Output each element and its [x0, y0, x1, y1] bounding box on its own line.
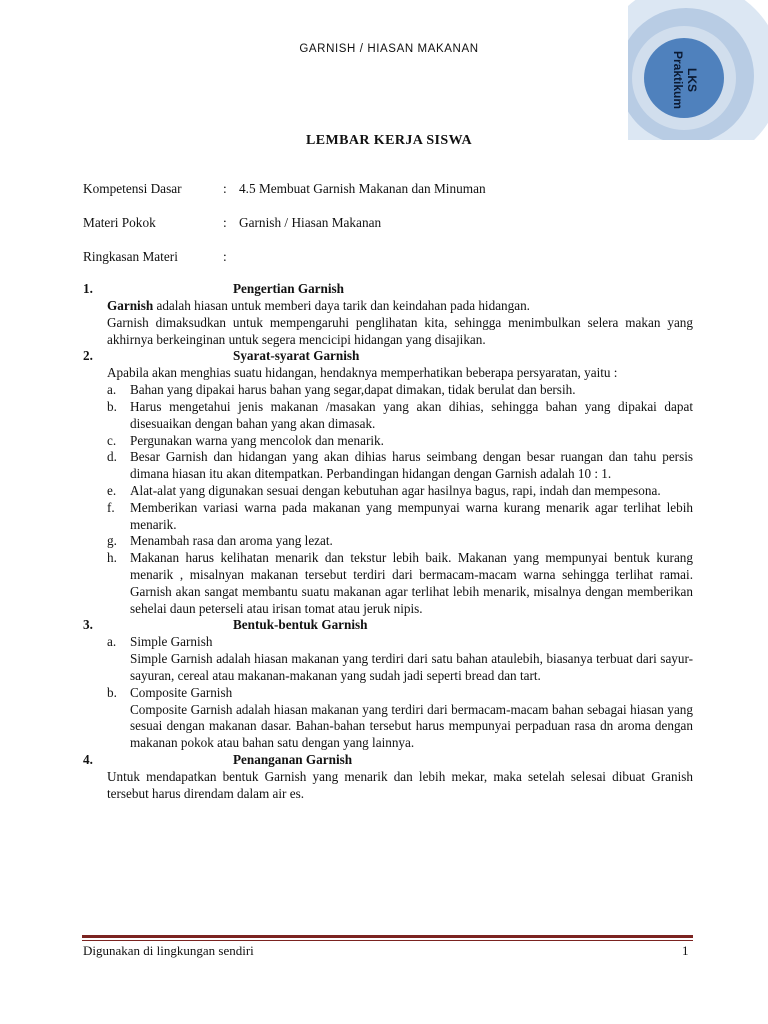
meta-colon: :	[223, 215, 227, 230]
page-header: GARNISH / HIASAN MAKANAN	[299, 43, 479, 55]
garnish-type-name: Simple Garnish	[130, 634, 213, 650]
list-letter: b.	[107, 398, 117, 414]
list-letter: h.	[107, 550, 117, 566]
paragraph: Untuk mendapatkan bentuk Garnish yang menarik dan lebih mekar, maka setelah selesai dibuat Granish tersebut harus direndam dalam air es.	[107, 768, 693, 801]
document-body	[83, 281, 693, 803]
section-number: 1.	[83, 281, 93, 296]
list-letter: a.	[107, 382, 117, 398]
list-item	[107, 634, 693, 684]
section-heading	[83, 617, 693, 634]
section-heading	[83, 752, 693, 769]
meta-label: Kompetensi Dasar	[83, 181, 182, 196]
list-item	[107, 433, 693, 450]
section-number: 2.	[83, 348, 93, 364]
badge-line2: Praktikum	[671, 50, 685, 110]
paragraph	[107, 298, 693, 315]
document-title: LEMBAR KERJA SISWA	[306, 133, 472, 148]
list-text: Harus mengetahui jenis makanan /masakan yang akan dihias, sehingga bahan yang dipakai dapat disesuaikan dengan bahan yang akan dimasak.	[130, 398, 693, 431]
list-item	[107, 500, 693, 534]
garnish-type-desc: Simple Garnish adalah hiasan makanan yang terdiri dari satu bahan ataulebih, biasanya terbuat dari sayur-sayuran, cereal atau makanan-makanan yang sudah jadi seperti bread dan tart.	[130, 651, 693, 683]
list-item	[107, 449, 693, 483]
meta-label: Materi Pokok	[83, 215, 156, 230]
footer-rule-thin	[82, 940, 693, 941]
list-letter: f.	[107, 499, 115, 515]
list-text: Makanan harus kelihatan menarik dan tekstur lebih baik. Makanan yang mempunyai bentuk kurang menarik , misalnyan makanan tersebut terdiri dari bermacam-macam warna sehingga terlihat ramai. Garnish akan sangat membantu suatu makanan agar terlihat lebih menarik, misalnya dengan memberikan sehelai daun peterseli atau irisan tomat atau jeruk nipis.	[130, 550, 693, 616]
list-text: Pergunakan warna yang mencolok dan menarik.	[130, 432, 384, 448]
list-letter: d.	[107, 449, 117, 465]
meta-label: Ringkasan Materi	[83, 249, 178, 264]
bold-term: Garnish	[107, 298, 154, 313]
footer-text: Digunakan di lingkungan sendiri	[83, 943, 254, 958]
paragraph: Garnish dimaksudkan untuk mempengaruhi penglihatan kita, sehingga menimbulkan selera makan yang akhirnya berkeinginan untuk segera mencicipi hidangan yang disajikan.	[107, 314, 693, 347]
badge-line1: LKS	[685, 68, 699, 92]
list-letter: g.	[107, 533, 117, 549]
section-heading	[83, 281, 693, 298]
meta-value: Garnish / Hiasan Makanan	[239, 215, 382, 230]
meta-value: 4.5 Membuat Garnish Makanan dan Minuman	[239, 181, 486, 196]
list-item	[107, 685, 693, 752]
section-title: Penanganan Garnish	[233, 751, 353, 767]
list-text: Alat-alat yang digunakan sesuai dengan kebutuhan agar hasilnya bagus, rapi, indah dan mempesona.	[130, 482, 661, 498]
footer-rule-thick	[82, 935, 693, 938]
section-number: 4.	[83, 751, 93, 767]
list-letter: c.	[107, 432, 117, 448]
page-number: 1	[682, 943, 689, 958]
section-title: Bentuk-bentuk Garnish	[233, 617, 368, 633]
section-heading	[83, 348, 693, 365]
garnish-type-desc: Composite Garnish adalah hiasan makanan yang terdiri dari bermacam-macam bahan sebagai hiasan yang sesuai dengan makanan dasar. Bahan-bahan tersebut harus mempunyai perpaduan rasa dn aroma dengan makanan pokok atau bahan satu dengan yang lainnya.	[130, 701, 693, 751]
list-text: Memberikan variasi warna pada makanan yang mempunyai warna kurang menarik agar terlihat lebih menarik.	[130, 499, 693, 532]
list-item	[107, 550, 693, 617]
section-title: Pengertian Garnish	[233, 281, 344, 296]
garnish-type-name: Composite Garnish	[130, 684, 233, 700]
list-letter: e.	[107, 482, 117, 498]
section-title: Syarat-syarat Garnish	[233, 348, 360, 364]
section-number: 3.	[83, 617, 93, 633]
list-item	[107, 483, 693, 500]
list-letter: b.	[107, 684, 117, 700]
lks-praktikum-badge	[628, 0, 768, 140]
meta-colon: :	[223, 249, 227, 264]
list-item	[107, 382, 693, 399]
meta-colon: :	[223, 181, 227, 196]
list-item	[107, 399, 693, 433]
paragraph-text: adalah hiasan untuk memberi daya tarik dan keindahan pada hidangan.	[153, 298, 530, 313]
list-text: Menambah rasa dan aroma yang lezat.	[130, 533, 333, 549]
list-text: Bahan yang dipakai harus bahan yang segar,dapat dimakan, tidak berulat dan bersih.	[130, 382, 576, 398]
list-text: Besar Garnish dan hidangan yang akan dihias harus seimbang dengan besar ruangan dan tahu persis dimana hiasan itu akan ditempatkan. Perbandingan hidangan dengan Garnish adalah 10 : 1.	[130, 449, 693, 482]
list-item	[107, 533, 693, 550]
paragraph: Apabila akan menghias suatu hidangan, hendaknya memperhatikan beberapa persyaratan, yaitu :	[107, 365, 618, 381]
list-letter: a.	[107, 634, 117, 650]
